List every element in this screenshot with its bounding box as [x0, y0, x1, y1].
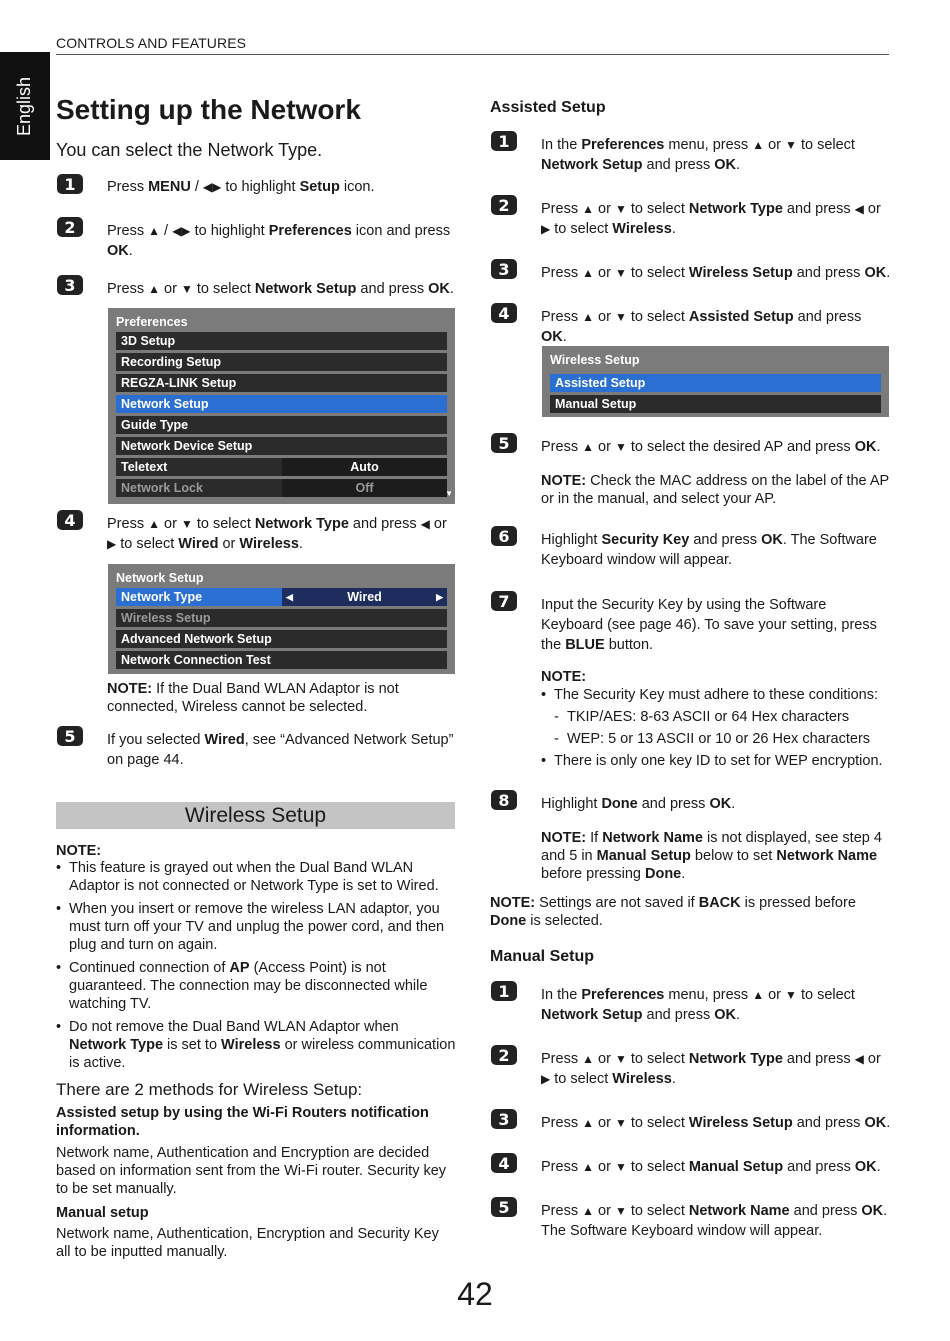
step-number: 5 — [57, 726, 83, 746]
step-text: Press ▲ or ▼ to select Network Type and press ◀ or ▶ to select Wireless. — [541, 201, 881, 237]
menu-item: Wireless Setup — [116, 609, 447, 627]
step-number: 4 — [491, 1153, 517, 1173]
security-key-note-list — [541, 685, 891, 771]
network-setup-menu — [108, 564, 455, 674]
menu-item-label: Teletext — [121, 460, 168, 474]
menu-item-selected[interactable]: Assisted Setup — [550, 374, 881, 392]
running-header: CONTROLS AND FEATURES — [56, 35, 247, 51]
menu-item-network-type[interactable] — [116, 588, 447, 606]
methods-intro: There are 2 methods for Wireless Setup: — [56, 1080, 363, 1099]
wireless-note-list — [56, 859, 456, 1072]
step-number: 4 — [491, 303, 517, 323]
step-number: 2 — [491, 195, 517, 215]
list-item: • Continued connection of AP (Access Point) is not guaranteed. The connection may be disconnected while watching TV. — [56, 959, 456, 1013]
step-text: Input the Security Key by using the Software Keyboard (see page 46). To save your setting, press the BLUE button. — [541, 597, 877, 653]
list-item-text: The Security Key must adhere to these conditions: — [554, 687, 879, 703]
preferences-menu — [108, 308, 455, 504]
list-item: • Do not remove the Dual Band WLAN Adaptor when Network Type is set to Wireless or wireless communication is active. — [56, 1018, 456, 1072]
menu-title: Network Setup — [116, 571, 204, 585]
menu-item-selected[interactable]: Network Setup — [116, 395, 447, 413]
note-label: NOTE: — [107, 681, 153, 697]
step-number: 2 — [491, 1045, 517, 1065]
menu-item[interactable]: 3D Setup — [116, 332, 447, 350]
manual-text: Network name, Authentication, Encryption and Security Key all to be inputted manually. — [56, 1226, 439, 1260]
step-text: Press ▲ or ▼ to select Network Name and press OK. The Software Keyboard window will appear. — [541, 1203, 888, 1239]
page-title: Setting up the Network — [56, 94, 361, 125]
lead-text: You can select the Network Type. — [56, 140, 323, 160]
step-text: Press ▲ or ▼ to select the desired AP and press OK. — [541, 439, 881, 455]
note-wireless — [107, 680, 457, 716]
note-label: NOTE: — [56, 843, 102, 859]
step-number: 3 — [491, 1109, 517, 1129]
sub-list-item: - TKIP/AES: 8-63 ASCII or 64 Hex characters — [554, 707, 891, 727]
language-tab — [0, 52, 50, 160]
header-rule — [56, 54, 889, 55]
list-item: • When you insert or remove the wireless LAN adaptor, you must turn off your TV and unplug the power cord, and then plug and turn on again. — [56, 900, 456, 954]
assisted-text: Network name, Authentication and Encryption are decided based on information sent from the Wi-Fi router. Security key to be set manually. — [56, 1145, 447, 1197]
menu-item[interactable]: Guide Type — [116, 416, 447, 434]
scroll-down-icon: ▼ — [445, 489, 453, 498]
step-text: Press ▲ or ▼ to select Manual Setup and press OK. — [541, 1159, 881, 1175]
list-item: • This feature is grayed out when the Dual Band WLAN Adaptor is not connected or Network Type is set to Wired. — [56, 859, 456, 895]
menu-item-label: Network Type — [121, 590, 203, 604]
step-number: 6 — [491, 526, 517, 546]
note-text: NOTE: If Network Name is not displayed, see step 4 and 5 in Manual Setup below to set Network Name before pressing Done. — [541, 830, 882, 882]
step-text: Press ▲ or ▼ to select Wireless Setup and press OK. — [541, 1115, 891, 1131]
menu-title: Wireless Setup — [550, 353, 640, 367]
step-text: Press ▲ or ▼ to select Network Setup and press OK. — [107, 281, 454, 297]
menu-item-teletext[interactable] — [116, 458, 447, 476]
step-number: 1 — [491, 131, 517, 151]
menu-item[interactable]: Network Connection Test — [116, 651, 447, 669]
manual-setup-heading: Manual Setup — [490, 948, 595, 965]
list-item: • There is only one key ID to set for WEP encryption. — [541, 751, 891, 771]
note-label: NOTE: — [541, 669, 587, 685]
step-text: In the Preferences menu, press ▲ or ▼ to select Network Setup and press OK. — [541, 987, 855, 1023]
menu-title: Preferences — [116, 315, 188, 329]
step-number: 7 — [491, 591, 517, 611]
note-text: NOTE: Check the MAC address on the label of the AP or in the manual, and select your AP. — [541, 473, 889, 507]
step-text: Highlight Security Key and press OK. The Software Keyboard window will appear. — [541, 532, 877, 568]
arrow-right-icon[interactable]: ▶ — [436, 592, 443, 602]
assisted-heading: Assisted setup by using the Wi-Fi Routers notification information. — [56, 1105, 429, 1139]
manual-heading: Manual setup — [56, 1205, 149, 1221]
step-number: 3 — [491, 259, 517, 279]
menu-item-label: Network Lock — [121, 481, 203, 495]
sub-list — [554, 707, 891, 749]
menu-item[interactable]: Manual Setup — [550, 395, 881, 413]
menu-item-value: Wired — [282, 588, 447, 606]
page-number: 42 — [457, 1276, 493, 1312]
section-title: Wireless Setup — [56, 802, 455, 829]
step-text: Highlight Done and press OK. — [541, 796, 736, 812]
step-number: 1 — [491, 981, 517, 1001]
language-tab-label: English — [14, 76, 35, 136]
step-number: 3 — [57, 275, 83, 295]
step-number: 8 — [491, 790, 517, 810]
menu-item[interactable]: Recording Setup — [116, 353, 447, 371]
note-text: If the Dual Band WLAN Adaptor is not connected, Wireless cannot be selected. — [107, 681, 399, 715]
step-text: In the Preferences menu, press ▲ or ▼ to select Network Setup and press OK. — [541, 137, 855, 173]
arrow-left-icon[interactable]: ◀ — [286, 592, 293, 602]
note-text: NOTE: Settings are not saved if BACK is pressed before Done is selected. — [490, 895, 856, 929]
menu-item[interactable]: REGZA-LINK Setup — [116, 374, 447, 392]
menu-item[interactable]: Advanced Network Setup — [116, 630, 447, 648]
menu-item-value: Off — [282, 479, 447, 497]
step-number: 5 — [491, 433, 517, 453]
step-text: Press ▲ or ▼ to select Assisted Setup and press OK. — [541, 309, 862, 345]
step-number: 2 — [57, 217, 83, 237]
sub-list-item: - WEP: 5 or 13 ASCII or 10 or 26 Hex characters — [554, 729, 891, 749]
wireless-setup-menu — [542, 346, 889, 417]
step-number: 5 — [491, 1197, 517, 1217]
menu-item-value: Auto — [282, 458, 447, 476]
step-text: Press ▲ / ◀▶ to highlight Preferences icon and press OK. — [107, 223, 451, 259]
step-text: If you selected Wired, see “Advanced Network Setup” on page 44. — [107, 732, 454, 768]
menu-item-network-lock — [116, 479, 447, 497]
list-item — [541, 685, 891, 749]
step-text: Press MENU / ◀▶ to highlight Setup icon. — [107, 179, 375, 195]
step-number: 1 — [57, 174, 83, 194]
step-text: Press ▲ or ▼ to select Wireless Setup and press OK. — [541, 265, 891, 281]
menu-item[interactable]: Network Device Setup — [116, 437, 447, 455]
step-text: Press ▲ or ▼ to select Network Type and press ◀ or ▶ to select Wired or Wireless. — [107, 516, 447, 552]
step-text: Press ▲ or ▼ to select Network Type and press ◀ or ▶ to select Wireless. — [541, 1051, 881, 1087]
assisted-setup-heading: Assisted Setup — [490, 99, 606, 116]
step-number: 4 — [57, 510, 83, 530]
